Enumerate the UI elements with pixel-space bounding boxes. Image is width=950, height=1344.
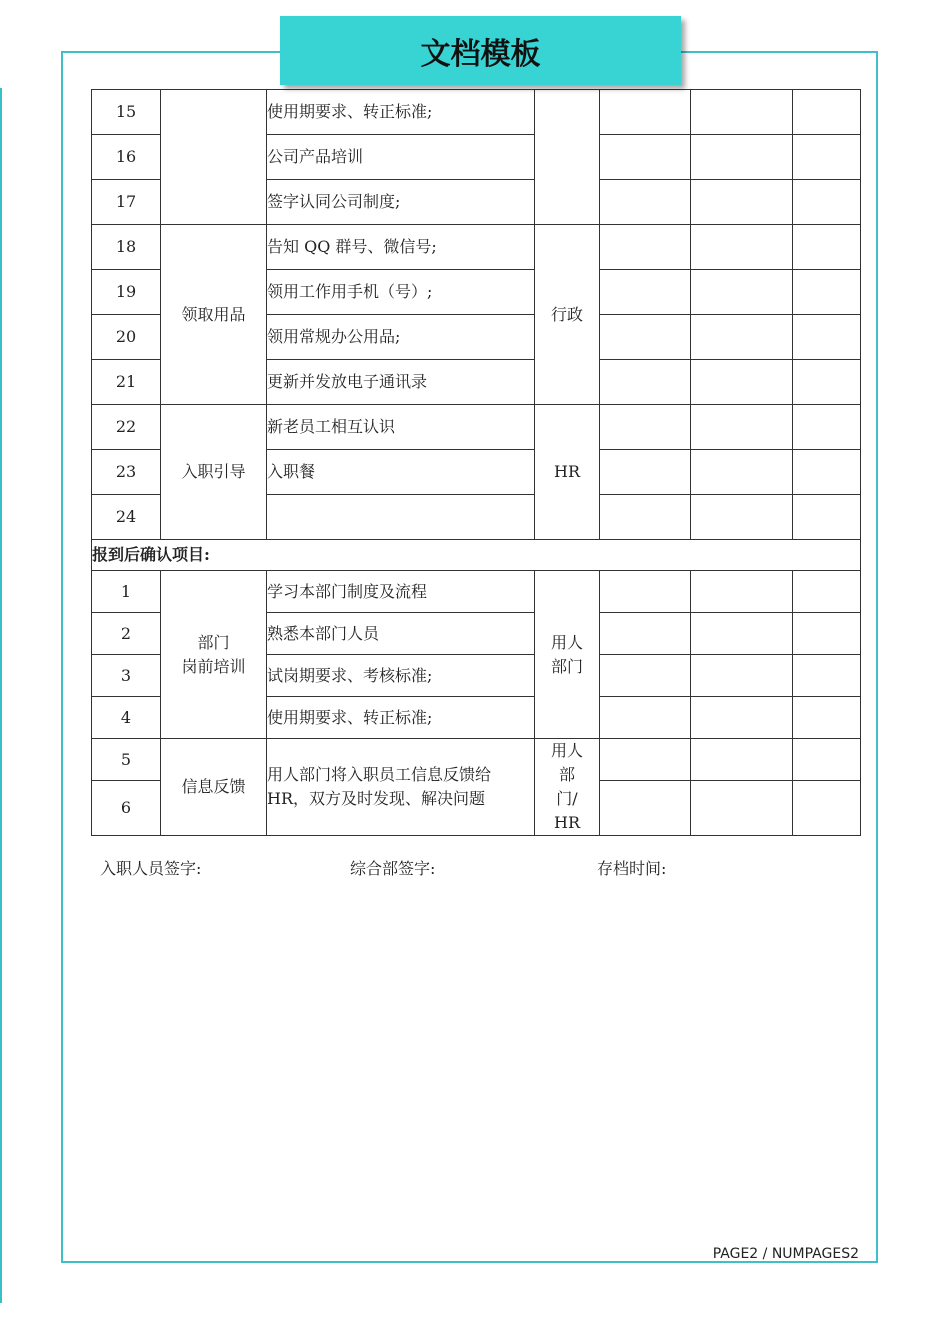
row-number: 4 — [92, 697, 161, 739]
item-line: 用人部门将入职员工信息反馈给 — [267, 765, 492, 784]
page-number: PAGE2 / NUMPAGES2 — [712, 1246, 859, 1262]
empty-cell — [691, 450, 793, 495]
empty-cell — [600, 613, 691, 655]
department-cell: 行政 — [535, 225, 600, 405]
empty-cell — [793, 180, 861, 225]
empty-cell — [600, 225, 691, 270]
item-text: 入职餐 — [267, 450, 535, 495]
empty-cell — [793, 405, 861, 450]
row-number: 24 — [92, 495, 161, 540]
empty-cell — [600, 450, 691, 495]
section-header-row — [92, 540, 861, 571]
empty-cell — [691, 613, 793, 655]
empty-cell — [691, 225, 793, 270]
empty-cell — [793, 613, 861, 655]
item-text: 试岗期要求、考核标准; — [267, 655, 535, 697]
empty-cell — [793, 315, 861, 360]
department-line: 部 — [558, 765, 575, 784]
row-number: 23 — [92, 450, 161, 495]
table-row — [92, 405, 861, 450]
table-row — [92, 571, 861, 613]
empty-cell — [793, 495, 861, 540]
employee-signature-label: 入职人员签字: — [100, 859, 202, 878]
empty-cell — [600, 571, 691, 613]
row-number: 2 — [92, 613, 161, 655]
item-line: HR，双方及时发现、解决问题 — [267, 789, 486, 808]
empty-cell — [600, 781, 691, 836]
onboarding-checklist-table — [91, 89, 861, 836]
empty-cell — [600, 270, 691, 315]
empty-cell — [691, 697, 793, 739]
empty-cell — [793, 697, 861, 739]
signature-row — [100, 856, 860, 880]
empty-cell — [691, 495, 793, 540]
item-text — [267, 739, 535, 836]
department-cell — [535, 90, 600, 225]
item-text: 使用期要求、转正标准; — [267, 90, 535, 135]
empty-cell — [600, 180, 691, 225]
item-text: 签字认同公司制度; — [267, 180, 535, 225]
empty-cell — [691, 571, 793, 613]
empty-cell — [793, 450, 861, 495]
table-row — [92, 90, 861, 135]
archive-time-label: 存档时间: — [597, 859, 667, 878]
department-line: HR — [554, 813, 580, 832]
empty-cell — [793, 571, 861, 613]
department-line: 用人 — [550, 632, 583, 652]
empty-cell — [691, 315, 793, 360]
item-text — [267, 495, 535, 540]
section-title: 报到后确认项目: — [92, 540, 861, 571]
department-line: 用人 — [550, 741, 583, 760]
empty-cell — [600, 405, 691, 450]
empty-cell — [793, 360, 861, 405]
department-cell — [535, 739, 600, 836]
category-line: 岗前培训 — [181, 656, 246, 676]
department-line: 门/ — [556, 789, 578, 808]
row-number: 21 — [92, 360, 161, 405]
row-number: 22 — [92, 405, 161, 450]
empty-cell — [793, 225, 861, 270]
empty-cell — [691, 90, 793, 135]
row-number: 16 — [92, 135, 161, 180]
category-cell: 信息反馈 — [161, 739, 267, 836]
table-row — [92, 739, 861, 781]
row-number: 3 — [92, 655, 161, 697]
empty-cell — [793, 90, 861, 135]
empty-cell — [793, 781, 861, 836]
empty-cell — [600, 135, 691, 180]
empty-cell — [691, 180, 793, 225]
item-text: 更新并发放电子通讯录 — [267, 360, 535, 405]
category-cell: 领取用品 — [161, 225, 267, 405]
empty-cell — [691, 655, 793, 697]
empty-cell — [793, 135, 861, 180]
row-number: 1 — [92, 571, 161, 613]
table-row — [92, 225, 861, 270]
category-cell — [161, 571, 267, 739]
item-text: 领用工作用手机（号）; — [267, 270, 535, 315]
empty-cell — [691, 360, 793, 405]
category-cell: 入职引导 — [161, 405, 267, 540]
empty-cell — [600, 655, 691, 697]
item-text: 熟悉本部门人员 — [267, 613, 535, 655]
empty-cell — [793, 655, 861, 697]
category-cell — [161, 90, 267, 225]
row-number: 6 — [92, 781, 161, 836]
empty-cell — [600, 739, 691, 781]
item-text: 领用常规办公用品; — [267, 315, 535, 360]
row-number: 19 — [92, 270, 161, 315]
empty-cell — [600, 697, 691, 739]
item-text: 新老员工相互认识 — [267, 405, 535, 450]
empty-cell — [691, 739, 793, 781]
empty-cell — [691, 781, 793, 836]
item-text: 公司产品培训 — [267, 135, 535, 180]
row-number: 17 — [92, 180, 161, 225]
item-text: 告知 QQ 群号、微信号; — [267, 225, 535, 270]
category-line: 部门 — [197, 632, 230, 652]
row-number: 15 — [92, 90, 161, 135]
empty-cell — [600, 495, 691, 540]
document-title: 文档模板 — [280, 16, 681, 85]
row-number: 18 — [92, 225, 161, 270]
left-margin-rule — [0, 88, 2, 1303]
item-text: 使用期要求、转正标准; — [267, 697, 535, 739]
empty-cell — [691, 270, 793, 315]
empty-cell — [691, 135, 793, 180]
row-number: 5 — [92, 739, 161, 781]
empty-cell — [793, 739, 861, 781]
department-cell — [535, 571, 600, 739]
department-line: 部门 — [550, 656, 583, 676]
empty-cell — [691, 405, 793, 450]
item-text: 学习本部门制度及流程 — [267, 571, 535, 613]
empty-cell — [600, 360, 691, 405]
empty-cell — [600, 315, 691, 360]
department-cell: HR — [535, 405, 600, 540]
row-number: 20 — [92, 315, 161, 360]
empty-cell — [793, 270, 861, 315]
empty-cell — [600, 90, 691, 135]
department-signature-label: 综合部签字: — [350, 859, 436, 878]
